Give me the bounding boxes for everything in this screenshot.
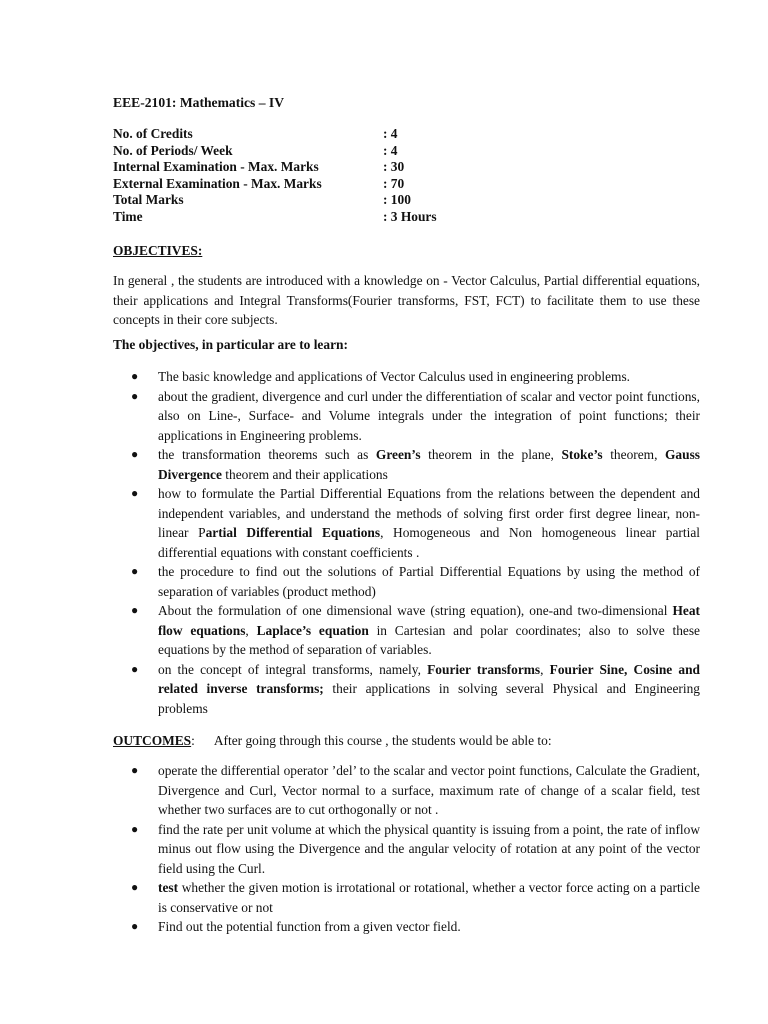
- objectives-list: [113, 367, 700, 718]
- objective-bold-text: Stoke’s: [561, 447, 603, 462]
- outcome-text: find the rate per unit volume at which the physical quantity is issuing from a point, the rate of inflow minus out flow using the Divergence and the angular velocity of rotation at any point of the vector field using the Curl.: [158, 821, 700, 876]
- bullet-icon: ●: [131, 919, 139, 933]
- bullet-icon: ●: [131, 661, 139, 676]
- objective-text: how to formulate the Partial Differential Equations from the relations between the dependent and independent variables, and understand the methods of solving first order first degree linear, non-linear P: [158, 486, 700, 540]
- objective-text: About the formulation of one dimensional wave (string equation), one-and two-dimensional: [158, 603, 673, 618]
- outcomes-intro: After going through this course , the students would be able to:: [213, 733, 552, 748]
- objective-item: [113, 601, 700, 660]
- internal-exam-label: Internal Examination - Max. Marks: [113, 159, 319, 175]
- course-details-table: [113, 126, 673, 226]
- credits-value: : 4: [383, 126, 398, 141]
- objective-bold-text: Heat flow equations: [158, 603, 700, 638]
- objective-text: , Homogeneous and Non homogeneous linear partial differential equations with constant coefficients .: [158, 525, 700, 560]
- objective-item: [113, 387, 700, 446]
- time-value: : 3 Hours: [383, 208, 437, 224]
- objective-bold-text: Gauss Divergence: [158, 447, 700, 482]
- outcomes-heading: OUTCOMES: [113, 733, 192, 748]
- objective-item: [113, 445, 700, 484]
- objective-text: the procedure to find out the solutions of Partial Differential Equations by using the method of separation of variables (product method): [158, 564, 700, 599]
- outcome-item: [113, 820, 700, 879]
- bullet-icon: ●: [131, 369, 139, 383]
- bullet-icon: ●: [131, 486, 139, 500]
- bullet-icon: ●: [131, 821, 139, 836]
- objective-text: theorem in the plane,: [420, 447, 562, 462]
- periods-row: [113, 143, 673, 160]
- credits-row: [113, 126, 673, 143]
- internal-exam-row: [113, 159, 673, 176]
- objective-item: [113, 660, 700, 719]
- bullet-icon: ●: [131, 763, 139, 777]
- objective-item: [113, 484, 700, 562]
- bullet-icon: ●: [131, 880, 139, 894]
- objectives-heading: [113, 241, 202, 261]
- objective-text: ,: [540, 661, 550, 677]
- objective-text: theorem and their applications: [221, 466, 388, 482]
- outcomes-heading-colon: :: [191, 733, 195, 748]
- total-marks-label: Total Marks: [113, 192, 184, 208]
- outcome-bold-text: test: [158, 880, 179, 895]
- bullet-icon: ●: [131, 603, 139, 617]
- total-marks-value: : 100: [383, 192, 411, 208]
- objective-bold-text: Fourier transforms: [427, 661, 541, 677]
- outcome-item: [113, 761, 700, 820]
- objective-text: theorem,: [602, 447, 666, 462]
- outcome-text: whether the given motion is irrotational or rotational, whether a vector force acting on a particle is conservative or not: [158, 880, 700, 915]
- objective-bold-text: Green’s: [375, 447, 421, 462]
- objective-text: in Cartesian and polar coordinates; also to solve these equations by the method of separation of variables.: [158, 622, 700, 657]
- bullet-icon: ●: [131, 388, 139, 403]
- objective-item: [113, 562, 700, 601]
- external-exam-label: External Examination - Max. Marks: [113, 175, 322, 191]
- time-label: Time: [113, 208, 143, 224]
- credits-label: No. of Credits: [113, 126, 193, 141]
- objective-text: The basic knowledge and applications of Vector Calculus used in engineering problems.: [158, 369, 631, 384]
- total-marks-row: [113, 192, 673, 209]
- outcome-text: operate the differential operator ’del’ to the scalar and vector point functions, Calculate the Gradient, Divergence and Curl, Vector normal to a surface, maximum rate of change of a scalar field, test whether two surfaces are to cut orthogonally or not .: [158, 763, 700, 817]
- internal-exam-value: : 30: [383, 159, 405, 175]
- bullet-icon: ●: [131, 447, 139, 461]
- objective-text: on the concept of integral transforms, namely,: [158, 661, 428, 677]
- outcome-item: [113, 917, 700, 937]
- objectives-heading-text: OBJECTIVES: [113, 243, 198, 258]
- objective-bold-text: Fourier Sine, Cosine and related inverse transforms;: [158, 661, 700, 696]
- course-title: EEE-2101: Mathematics – IV: [113, 95, 285, 110]
- periods-value: : 4: [383, 142, 398, 158]
- objective-item: [113, 367, 700, 387]
- objectives-particular-heading: The objectives, in particular are to learn:: [113, 337, 348, 352]
- outcomes-list: [113, 761, 700, 937]
- objectives-intro: In general , the students are introduced with a knowledge on - Vector Calculus, Partial differential equations, their applications and Integral Transforms(Fourier transforms, FST, FCT) to facilitate them to use these concepts in their core subjects.: [113, 273, 700, 327]
- objective-text: ,: [245, 622, 257, 638]
- outcomes-heading-line: [113, 731, 552, 751]
- outcome-text: Find out the potential function from a given vector field.: [158, 919, 461, 934]
- objective-bold-text: Laplace’s equation: [256, 622, 369, 638]
- external-exam-value: : 70: [383, 175, 405, 191]
- objectives-heading-colon: :: [197, 243, 203, 258]
- objective-text: the transformation theorems such as: [158, 447, 376, 462]
- bullet-icon: ●: [131, 564, 139, 578]
- outcome-item: [113, 878, 700, 917]
- objective-text: about the gradient, divergence and curl under the differentiation of scalar and vector point functions, also on Line-, Surface- and Volume integrals under the integration of point functions; their applications in Engineering problems.: [158, 388, 700, 443]
- time-row: [113, 209, 673, 226]
- periods-label: No. of Periods/ Week: [113, 142, 233, 158]
- external-exam-row: [113, 176, 673, 193]
- objective-bold-text: artial Differential Equations: [205, 525, 381, 540]
- objective-text: their applications in solving several Physical and Engineering problems: [158, 681, 700, 716]
